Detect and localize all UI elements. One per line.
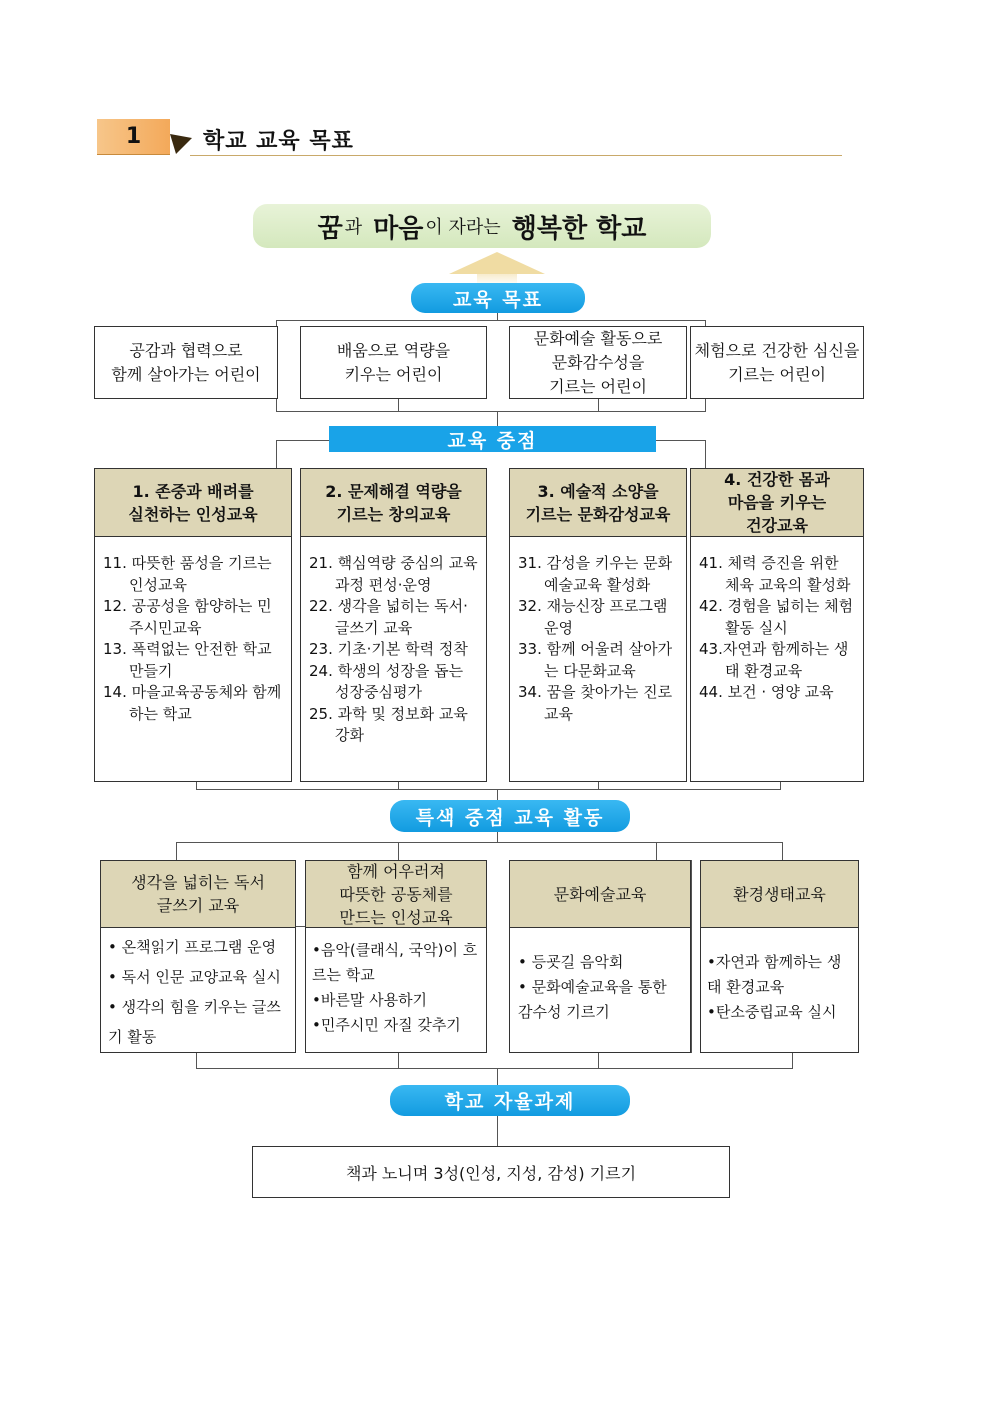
goal-box-2: 배움으로 역량을 키우는 어린이	[300, 326, 487, 399]
focus-box-4: 4. 건강한 몸과 마음을 키우는 건강교육 41. 체력 증진을 위한 체육 교육의 활성화 42. 경험을 넓히는 체험활동 실시 43.자연과 함께하는 생태 환경교육 44. 보건 · 영양 교육	[690, 468, 864, 782]
special-list-2: •음악(클래식, 국악)이 흐르는 학교 •바른말 사용하기 •민주시민 자질 갖추기	[312, 941, 478, 1034]
focus-list-1: 11. 따뜻한 품성을 기르는 인성교육 12. 공공성을 함양하는 민주시민교육 13. 폭력없는 안전한 학교 만들기 14. 마을교육공동체와 함께 하는 학교	[103, 554, 282, 723]
special-list-3: • 등굣길 음악회 • 문화예술교육을 통한 감수성 기르기	[518, 953, 667, 1021]
focus-label: 교육 중점	[329, 426, 656, 452]
school-vision: 꿈 과 마음 이 자라는 행복한 학교	[253, 204, 711, 248]
section-title: 학교 교육 목표	[203, 129, 354, 154]
goal-box-1: 공감과 협력으로 함께 살아가는 어린이	[94, 326, 278, 399]
focus-box-1: 1. 존중과 배려를 실천하는 인성교육 11. 따뜻한 품성을 기르는 인성교육 12. 공공성을 함양하는 민주시민교육 13. 폭력없는 안전한 학교 만들기 14. 마을교육공동체와 함께 하는 학교	[94, 468, 292, 782]
focus-list-3: 31. 감성을 키우는 문화예술교육 활성화 32. 재능신장 프로그램 운영 33. 함께 어울려 살아가는 다문화교육 34. 꿈을 찾아가는 진로교육	[518, 554, 673, 723]
focus-box-2: 2. 문제해결 역량을 기르는 창의교육 21. 핵심역량 중심의 교육과정 편성·운영 22. 생각을 넓히는 독서·글쓰기 교육 23. 기초·기본 학력 정착 24. 학생의 성장을 돕는 성장중심평가 25. 과학 및 정보화 교육 강화	[300, 468, 487, 782]
special-list-4: •자연과 함께하는 생태 환경교육 •탄소중립교육 실시	[707, 953, 842, 1021]
special-list-1: • 온책읽기 프로그램 운영 • 독서 인문 교양교육 실시 • 생각의 힘을 키우는 글쓰기 활동	[108, 938, 281, 1046]
autonomous-label: 학교 자율과제	[390, 1085, 630, 1116]
special-label: 특색 중점 교육 활동	[390, 800, 630, 832]
up-arrow-icon	[449, 252, 545, 274]
focus-list-4: 41. 체력 증진을 위한 체육 교육의 활성화 42. 경험을 넓히는 체험활동 실시 43.자연과 함께하는 생태 환경교육 44. 보건 · 영양 교육	[699, 554, 854, 701]
special-box-3: 문화예술교육 • 등굣길 음악회 • 문화예술교육을 통한 감수성 기르기	[509, 860, 691, 1053]
section-pointer-icon	[170, 132, 194, 156]
section-underline	[190, 155, 842, 156]
goal-box-4: 체험으로 건강한 심신을 기르는 어린이	[690, 326, 864, 399]
section-number: 1	[97, 119, 170, 155]
goal-box-3: 문화예술 활동으로 문화감수성을 기르는 어린이	[509, 326, 687, 399]
special-box-1: 생각을 넓히는 독서 글쓰기 교육 • 온책읽기 프로그램 운영 • 독서 인문 교양교육 실시 • 생각의 힘을 키우는 글쓰기 활동	[100, 860, 296, 1053]
special-box-2: 함께 어우러져 따뜻한 공동체를 만드는 인성교육 •음악(클래식, 국악)이 흐르는 학교 •바른말 사용하기 •민주시민 자질 갖추기	[305, 860, 487, 1053]
autonomous-task: 책과 노니며 3성(인성, 지성, 감성) 기르기	[252, 1146, 730, 1198]
goals-label: 교육 목표	[411, 283, 585, 313]
special-box-4: 환경생태교육 •자연과 함께하는 생태 환경교육 •탄소중립교육 실시	[700, 860, 859, 1053]
focus-box-3: 3. 예술적 소양을 기르는 문화감성교육 31. 감성을 키우는 문화예술교육 활성화 32. 재능신장 프로그램 운영 33. 함께 어울려 살아가는 다문화교육 34. 꿈을 찾아가는 진로교육	[509, 468, 687, 782]
focus-list-2: 21. 핵심역량 중심의 교육과정 편성·운영 22. 생각을 넓히는 독서·글쓰기 교육 23. 기초·기본 학력 정착 24. 학생의 성장을 돕는 성장중심평가 25. 과학 및 정보화 교육 강화	[309, 554, 478, 744]
